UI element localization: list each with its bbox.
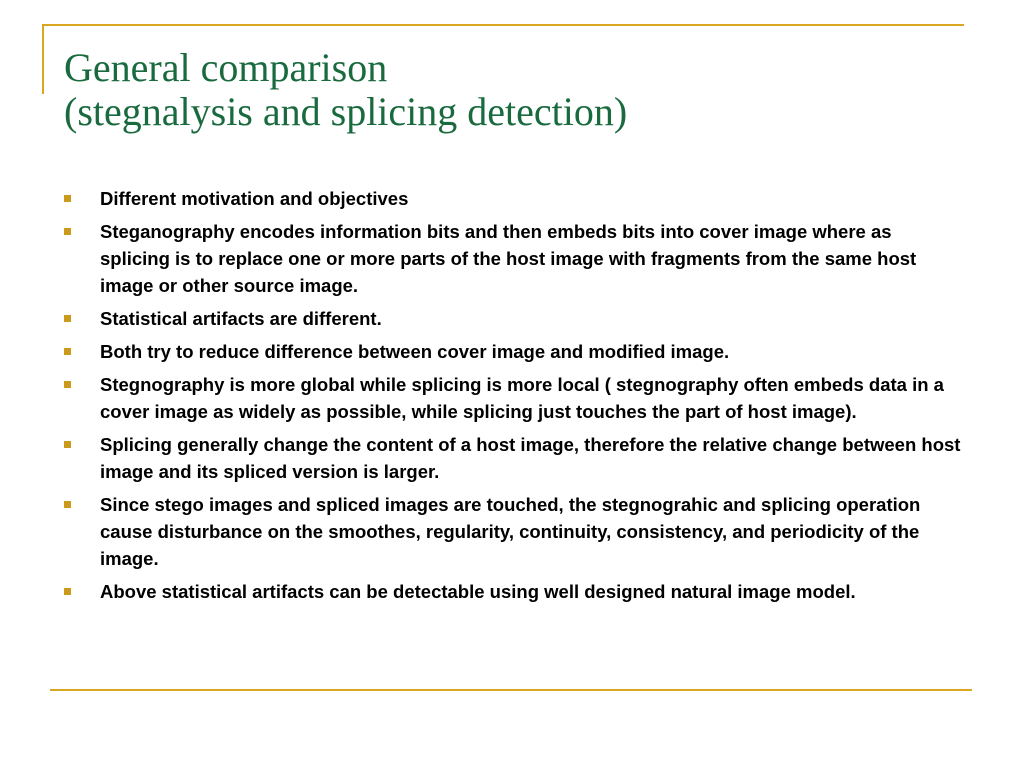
square-bullet-icon (64, 381, 71, 388)
bullet-text: Steganography encodes information bits and then embeds bits into cover image where as splicing is to replace one or more parts of the host image with fragments from the same host image or other source image. (100, 221, 917, 296)
square-bullet-icon (64, 315, 71, 322)
square-bullet-icon (64, 588, 71, 595)
bullet-text: Splicing generally change the content of a host image, therefore the relative change between host image and its spliced version is larger. (100, 434, 961, 482)
bullet-item (64, 305, 964, 332)
bullet-item (64, 185, 964, 212)
bullet-item (64, 218, 964, 299)
bullet-text: Statistical artifacts are different. (100, 308, 382, 329)
left-divider (42, 24, 44, 94)
square-bullet-icon (64, 501, 71, 508)
bullet-item (64, 338, 964, 365)
slide-title (64, 46, 964, 134)
bullet-text: Since stego images and spliced images are touched, the stegnograhic and splicing operation cause disturbance on the smoothes, regularity, continuity, consistency, and periodicity of the image. (100, 494, 921, 569)
top-divider (42, 24, 964, 26)
bullet-text: Stegnography is more global while splicing is more local ( stegnography often embeds data in a cover image as widely as possible, while splicing just touches the part of host image). (100, 374, 944, 422)
square-bullet-icon (64, 348, 71, 355)
bullet-text: Both try to reduce difference between cover image and modified image. (100, 341, 730, 362)
title-line-1: General comparison (64, 45, 388, 90)
bullet-list (64, 185, 964, 611)
bullet-text: Above statistical artifacts can be detectable using well designed natural image model. (100, 581, 856, 602)
bullet-item (64, 578, 964, 605)
bullet-item (64, 491, 964, 572)
square-bullet-icon (64, 441, 71, 448)
square-bullet-icon (64, 195, 71, 202)
bullet-item (64, 431, 964, 485)
bullet-item (64, 371, 964, 425)
bullet-text: Different motivation and objectives (100, 188, 409, 209)
square-bullet-icon (64, 228, 71, 235)
title-line-2: (stegnalysis and splicing detection) (64, 89, 628, 134)
bottom-divider (50, 689, 972, 691)
